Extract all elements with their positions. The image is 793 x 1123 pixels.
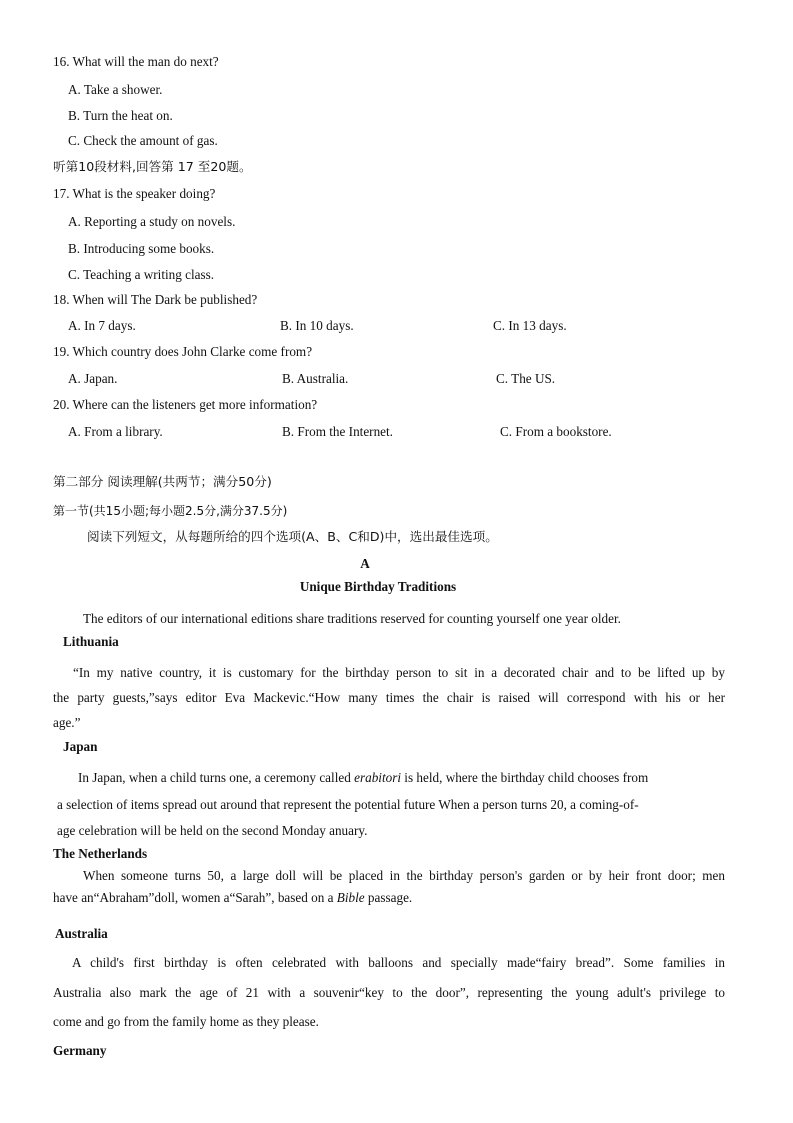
paragraph-line	[53, 890, 725, 906]
part2-instruction: 阅读下列短文，从每题所给的四个选项(A、B、C和D)中，选出最佳选项。	[87, 529, 498, 544]
question-20-option-b: B. From the Internet.	[282, 424, 393, 439]
erabitori-term: erabitori	[354, 770, 401, 785]
paragraph-line: A child's first birthday is often celebrated with balloons and specially made“fairy bread”. Some families in	[72, 955, 725, 970]
part2-heading: 第二部分 阅读理解(共两节；满分50分)	[53, 474, 272, 489]
paragraph-line: the party guests,”says editor Eva Mackevic.“How many times the chair is raised will correspond with his or her	[53, 690, 725, 705]
question-18-option-c: C. In 13 days.	[493, 318, 567, 333]
section-heading-lithuania: Lithuania	[63, 634, 119, 649]
section-heading-japan: Japan	[63, 739, 98, 754]
section-heading-germany: Germany	[53, 1043, 107, 1058]
netherlands-line-2-end: passage.	[364, 890, 413, 905]
section-10-intro: 听第10段材料,回答第 17 至20题。	[53, 159, 252, 174]
question-19-option-b: B. Australia.	[282, 371, 349, 386]
section-heading-australia: Australia	[55, 926, 108, 941]
question-20-option-a: A. From a library.	[68, 424, 163, 439]
passage-letter: A	[360, 556, 370, 571]
question-19-option-a: A. Japan.	[68, 371, 118, 386]
netherlands-paragraph	[53, 868, 725, 906]
question-18-stem: 18. When will The Dark be published?	[53, 292, 258, 307]
question-18-option-b: B. In 10 days.	[280, 318, 354, 333]
netherlands-line-2-start: have an“Abraham”doll, women a“Sarah”, based on a	[53, 890, 337, 905]
bible-term: Bible	[336, 890, 365, 905]
question-18-option-a: A. In 7 days.	[68, 318, 136, 333]
question-16-option-b: B. Turn the heat on.	[68, 108, 173, 123]
question-20-stem: 20. Where can the listeners get more information?	[53, 397, 318, 412]
question-17-stem: 17. What is the speaker doing?	[53, 186, 216, 201]
australia-paragraph	[53, 955, 725, 1030]
passage-title: Unique Birthday Traditions	[299, 579, 457, 594]
question-17-option-b: B. Introducing some books.	[68, 241, 215, 256]
question-16-stem: 16. What will the man do next?	[53, 54, 219, 69]
section-heading-netherlands: The Netherlands	[53, 846, 148, 861]
question-17-option-c: C. Teaching a writing class.	[68, 267, 215, 282]
paragraph-line: age.”	[53, 715, 81, 730]
paragraph-line: come and go from the family home as they please.	[53, 1014, 319, 1029]
paragraph-line: Australia also mark the age of 21 with a souvenir“key to the door”, representing the young adult's privilege to	[53, 985, 725, 1000]
japan-line-1	[78, 770, 648, 786]
question-19-option-c: C. The US.	[496, 371, 556, 386]
part2-section1-heading: 第一节(共15小题;每小题2.5分,满分37.5分)	[53, 504, 288, 518]
japan-line-1-end: is held, where the birthday child chooses from	[401, 770, 649, 785]
question-19-stem: 19. Which country does John Clarke come from?	[53, 344, 313, 359]
passage-intro: The editors of our international editions share traditions reserved for counting yourself one year older.	[83, 611, 621, 626]
japan-line-3: age celebration will be held on the second Monday anuary.	[57, 823, 368, 838]
question-16-option-a: A. Take a shower.	[68, 82, 163, 97]
question-20-option-c: C. From a bookstore.	[500, 424, 612, 439]
question-17-option-a: A. Reporting a study on novels.	[68, 214, 236, 229]
japan-line-2: a selection of items spread out around that represent the potential future When a person turns 20, a coming-of-	[57, 797, 639, 812]
japan-line-1-start: In Japan, when a child turns one, a ceremony called	[78, 770, 355, 785]
paragraph-line: “In my native country, it is customary for the birthday person to sit in a decorated chair and to be lifted up by	[73, 665, 725, 680]
paragraph-line: When someone turns 50, a large doll will be placed in the birthday person's garden or by heir front door; men	[83, 868, 725, 883]
lithuania-paragraph	[53, 665, 725, 731]
question-16-option-c: C. Check the amount of gas.	[68, 133, 218, 148]
